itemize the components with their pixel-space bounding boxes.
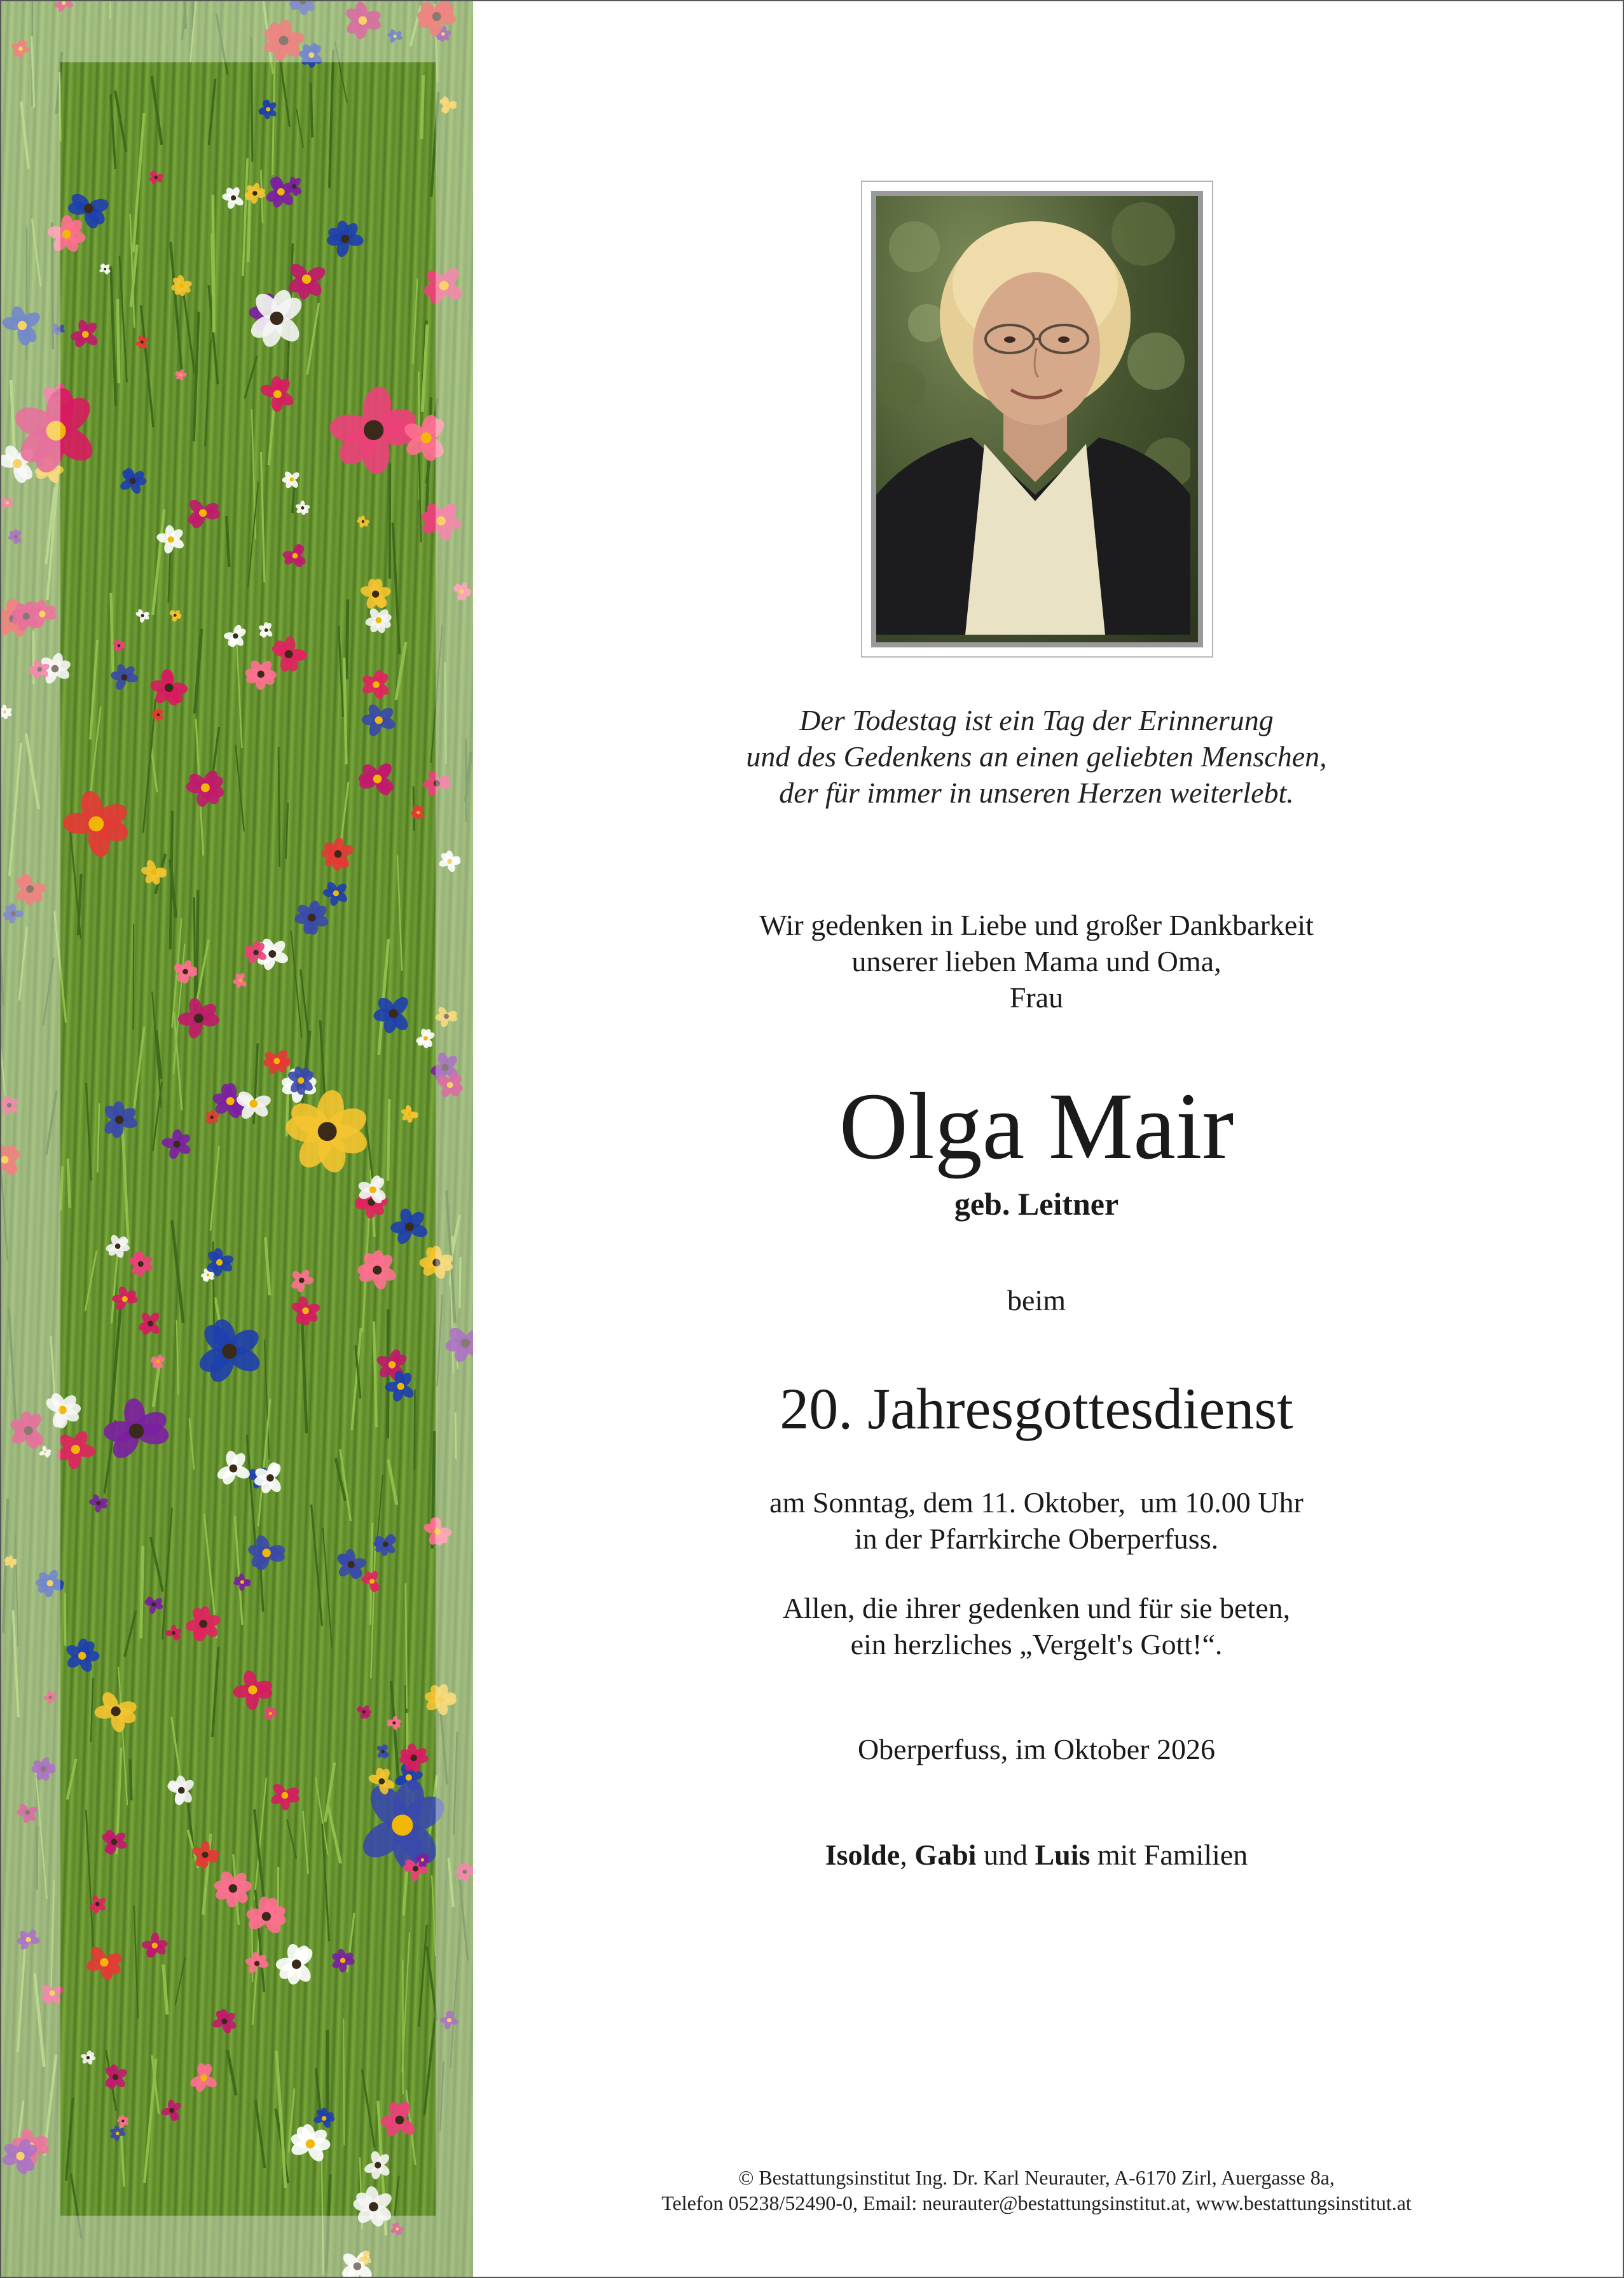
deceased-name: Olga Mair [839,1073,1234,1179]
maiden-name: geb. Leitner [954,1186,1119,1222]
footer-line: © Bestattungsinstitut Ing. Dr. Karl Neurauter, A-6170 Zirl, Auergasse 8a, [738,2166,1335,2189]
portrait-frame [861,181,1213,658]
intro-line: Wir gedenken in Liebe und großer Dankbarkeit [759,909,1314,941]
memorial-verse [630,702,1443,811]
signer-separator: , [900,1839,915,1871]
service-title: 20. Jahresgottesdienst [780,1376,1293,1441]
portrait-photo [871,191,1203,647]
footer-line: Telefon 05238/52490-0, Email: neurauter@bestattungsinstitut.at, www.bestattungsinstitut.at [661,2192,1412,2214]
signer-name: Gabi [914,1839,977,1871]
beim-text: beim [1007,1284,1066,1316]
funeral-home-footer [630,2165,1443,2216]
signer-name: Luis [1035,1839,1091,1871]
verse-line: Der Todestag ist ein Tag der Erinnerung [799,704,1274,736]
signer-name: Isolde [825,1839,900,1871]
meadow-clear-window [60,62,436,2216]
intro-line: unserer lieben Mama und Oma, [851,945,1221,977]
place-date: Oberperfuss, im Oktober 2026 [857,1733,1216,1765]
service-details [630,1484,1443,1557]
thanks-line: ein herzliches „Vergelt's Gott!“. [850,1628,1223,1660]
intro-line: Frau [1009,981,1064,1014]
signer-suffix: mit Familien [1090,1839,1248,1871]
meadow-flowers-illustration-clear [60,62,436,2216]
signer-separator: und [976,1839,1035,1871]
signers [630,1837,1443,1873]
thanks-text [630,1590,1443,1662]
verse-line: der für immer in unseren Herzen weiterlebt. [779,777,1294,809]
details-line: am Sonntag, dem 11. Oktober, um 10.00 Uhr [769,1486,1304,1519]
verse-line: und des Gedenkens an einen geliebten Menschen, [746,740,1327,773]
thanks-line: Allen, die ihrer gedenken und für sie beten, [782,1592,1291,1624]
portrait-illustration [876,196,1190,635]
intro-text [630,907,1443,1016]
details-line: in der Pfarrkirche Oberperfuss. [854,1522,1219,1555]
flower-meadow-panel [1,1,473,2277]
